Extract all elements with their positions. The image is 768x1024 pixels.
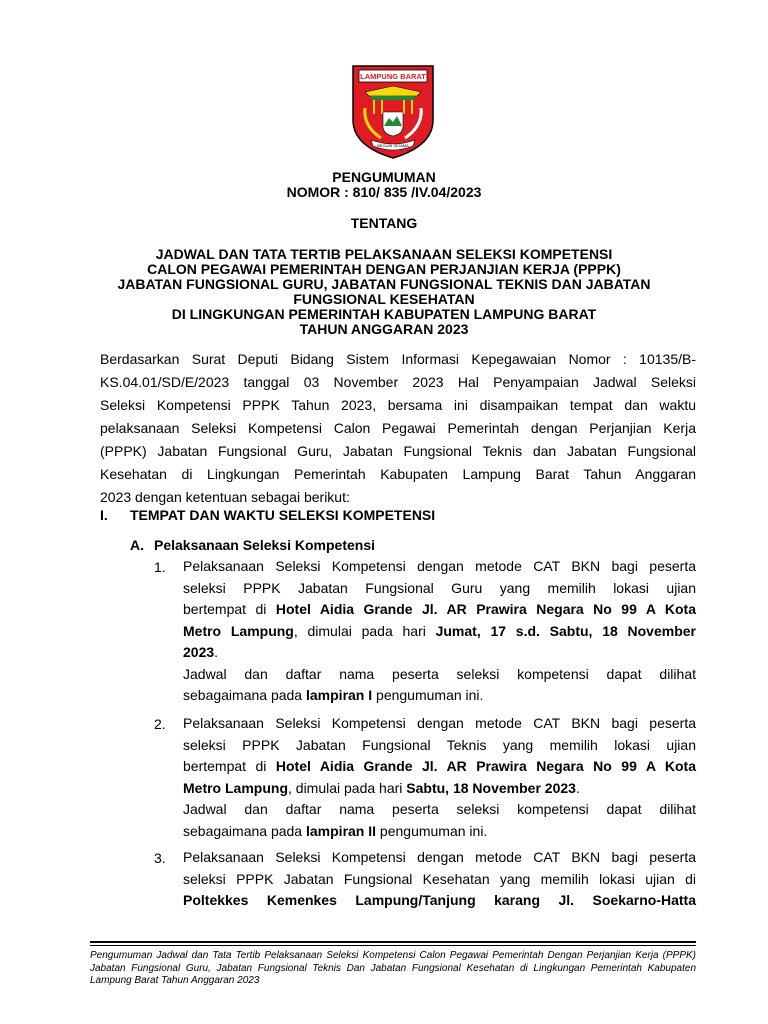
text-run: bertempat di <box>183 601 276 617</box>
page-footer: Pengumuman Jadwal dan Tata Tertib Pelaksanaan Seleksi Kompetensi Calon Pegawai Pemerintah Dengan Perjanjian Kerja (PPPK) Jabatan Fungsional Guru, Jabatan Fungsional Teknis Dan Jabatan Fungsional Kesehatan di Lingkungan Pemerintah Kabupaten Lampung Barat Tahun Anggaran 2023 <box>90 950 696 986</box>
announcement-title: PENGUMUMAN <box>332 169 436 185</box>
item-text <box>183 778 696 800</box>
intro-line: pelaksanaan Seleksi Kompetensi Calon Pegawai Pemerintah dengan Perjanjian Kerja <box>100 420 696 436</box>
emblem-ribbon-text: BEGUAI JEJAMA <box>377 143 409 148</box>
subject-line: CALON PEGAWAI PEMERINTAH DENGAN PERJANJIAN KERJA (PPPK) <box>147 261 621 277</box>
text-run: , dimulai pada hari <box>293 622 436 639</box>
intro-line: 2023 dengan ketentuan sebagai berikut: <box>100 489 350 505</box>
section-title: TEMPAT DAN WAKTU SELEKSI KOMPETENSI <box>130 507 436 523</box>
text-run: bertempat di <box>183 758 276 774</box>
intro-line: KS.04.01/SD/E/2023 tanggal 03 November 2023 Hal Penyampaian Jadwal Seleksi <box>100 374 696 390</box>
text-run: sebagaimana pada <box>183 687 306 703</box>
footer-rule <box>90 945 696 946</box>
item-number: 2. <box>154 716 166 732</box>
item-text: Jadwal dan daftar nama peserta seleksi kompetensi dapat dilihat <box>183 665 696 682</box>
item-text <box>183 821 696 843</box>
item-number: 3. <box>154 850 166 866</box>
footer-rule <box>90 941 696 943</box>
list-item <box>183 713 696 842</box>
item-text <box>183 599 696 621</box>
attachment-ref: lampiran I <box>306 687 373 703</box>
intro-line: (PPPK) Jabatan Fungsional Guru, Jabatan Fungsional Teknis dan Jabatan Fungsional <box>100 443 696 459</box>
item-text: seleksi PPPK Jabatan Fungsional Kesehatan yang memilih lokasi ujian di <box>183 870 696 887</box>
date-text: Jumat, 17 s.d. Sabtu, 18 November <box>435 622 696 639</box>
location-text: Hotel Aidia Grande Jl. AR Prawira Negara No 99 A Kota <box>275 758 696 774</box>
subject-line: TAHUN ANGGARAN 2023 <box>299 321 469 337</box>
intro-line: Berdasarkan Surat Deputi Bidang Sistem Informasi Kepegawaian Nomor : 10135/B- <box>100 351 696 367</box>
intro-paragraph <box>100 348 696 509</box>
emblem-banner-text: LAMPUNG BARAT <box>360 72 426 81</box>
subject-heading <box>60 247 708 337</box>
location-text: Poltekkes Kemenkes Lampung/Tanjung karang Jl. Soekarno-Hatta <box>183 892 696 908</box>
list-item <box>183 556 696 707</box>
subsection-title: Pelaksanaan Seleksi Kompetensi <box>154 537 375 553</box>
item-text <box>183 642 696 664</box>
item-text: Pelaksanaan Seleksi Kompetensi dengan metode CAT BKN bagi peserta <box>183 558 696 574</box>
subject-line: JABATAN FUNGSIONAL GURU, JABATAN FUNGSIONAL TEKNIS DAN JABATAN <box>117 276 651 292</box>
text-run: . <box>575 779 580 796</box>
subject-line: JADWAL DAN TATA TERTIB PELAKSANAAN SELEKSI KOMPETENSI <box>155 246 613 262</box>
location-text: Metro Lampung <box>183 779 288 796</box>
text-run: pengumuman ini. <box>376 822 488 839</box>
date-text: Sabtu, 18 November 2023 <box>406 779 576 796</box>
location-text: Metro Lampung <box>183 622 294 639</box>
item-text <box>183 621 696 643</box>
text-run: pengumuman ini. <box>372 687 484 703</box>
list-item <box>183 847 696 912</box>
announcement-number: NOMOR : 810/ 835 /IV.04/2023 <box>286 184 482 200</box>
lampung-barat-emblem <box>351 64 435 160</box>
item-text: Pelaksanaan Seleksi Kompetensi dengan metode CAT BKN bagi peserta <box>183 849 696 865</box>
subject-line: DI LINGKUNGAN PEMERINTAH KABUPATEN LAMPUNG BARAT <box>171 306 597 322</box>
item-text: Jadwal dan daftar nama peserta seleksi kompetensi dapat dilihat <box>183 801 696 817</box>
location-text: Hotel Aidia Grande Jl. AR Prawira Negara No 99 A Kota <box>275 601 696 617</box>
text-run: . <box>214 644 219 660</box>
item-text: seleksi PPPK Jabatan Fungsional Guru yang memilih lokasi ujian <box>183 579 696 596</box>
intro-line: Kesehatan di Lingkungan Pemerintah Kabupaten Lampung Barat Tahun Anggaran <box>100 466 696 482</box>
subject-line: FUNGSIONAL KESEHATAN <box>293 291 475 307</box>
attachment-ref: lampiran II <box>306 822 377 839</box>
section-number: I. <box>100 507 108 523</box>
announcement-heading <box>60 170 708 200</box>
item-text: seleksi PPPK Jabatan Fungsional Teknis yang memilih lokasi ujian <box>183 736 696 753</box>
text-run: sebagaimana pada <box>183 822 306 839</box>
date-text: 2023 <box>183 644 215 660</box>
item-text: Pelaksanaan Seleksi Kompetensi dengan metode CAT BKN bagi peserta <box>183 715 696 731</box>
text-run: , dimulai pada hari <box>288 779 407 796</box>
item-number: 1. <box>154 559 166 575</box>
item-text <box>183 685 696 707</box>
intro-line: Seleksi Kompetensi PPPK Tahun 2023, bersama ini disampaikan tempat dan waktu <box>100 397 696 413</box>
about-heading: TENTANG <box>350 215 418 231</box>
item-text <box>183 756 696 778</box>
subsection-letter: A. <box>130 537 144 553</box>
